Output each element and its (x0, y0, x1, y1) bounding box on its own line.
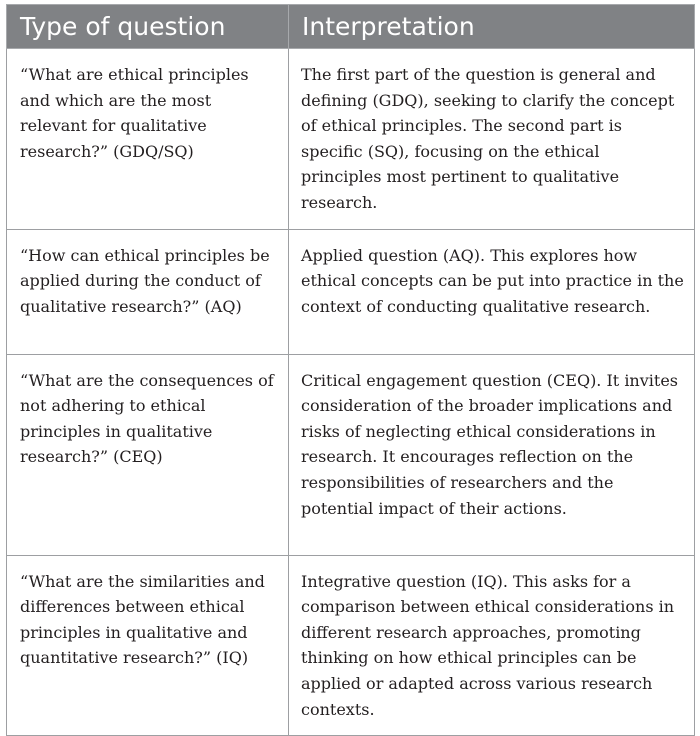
interpretation-cell: The first part of the question is general and defining (GDQ), seeking to clarify the concept of ethical principles. The second part is specific (SQ), focusing on the ethical principles most pertinent to qualitative research. (289, 49, 695, 230)
table-row (7, 229, 695, 354)
interpretation-cell: Applied question (AQ). This explores how ethical concepts can be put into practice in the context of conducting qualitative research. (289, 229, 695, 354)
interpretation-cell: Integrative question (IQ). This asks for a comparison between ethical considerations in different research approaches, promoting thinking on how ethical principles can be applied or adapted across various research contexts. (289, 555, 695, 736)
table-header-row (7, 5, 695, 49)
question-types-table-container (6, 4, 694, 736)
header-interpretation: Interpretation (289, 5, 695, 49)
interpretation-cell: Critical engagement question (CEQ). It invites consideration of the broader implications and risks of neglecting ethical considerations in research. It encourages reflection on the responsibilities of researchers and the potential impact of their actions. (289, 354, 695, 555)
question-cell: “What are the consequences of not adhering to ethical principles in qualitative research?” (CEQ) (7, 354, 289, 555)
table-row (7, 555, 695, 736)
question-cell: “What are ethical principles and which are the most relevant for qualitative research?” (GDQ/SQ) (7, 49, 289, 230)
question-types-table (6, 4, 695, 736)
table-row (7, 49, 695, 230)
question-cell: “How can ethical principles be applied during the conduct of qualitative research?” (AQ) (7, 229, 289, 354)
question-cell: “What are the similarities and differences between ethical principles in qualitative and quantitative research?” (IQ) (7, 555, 289, 736)
table-row (7, 354, 695, 555)
header-type-of-question: Type of question (7, 5, 289, 49)
